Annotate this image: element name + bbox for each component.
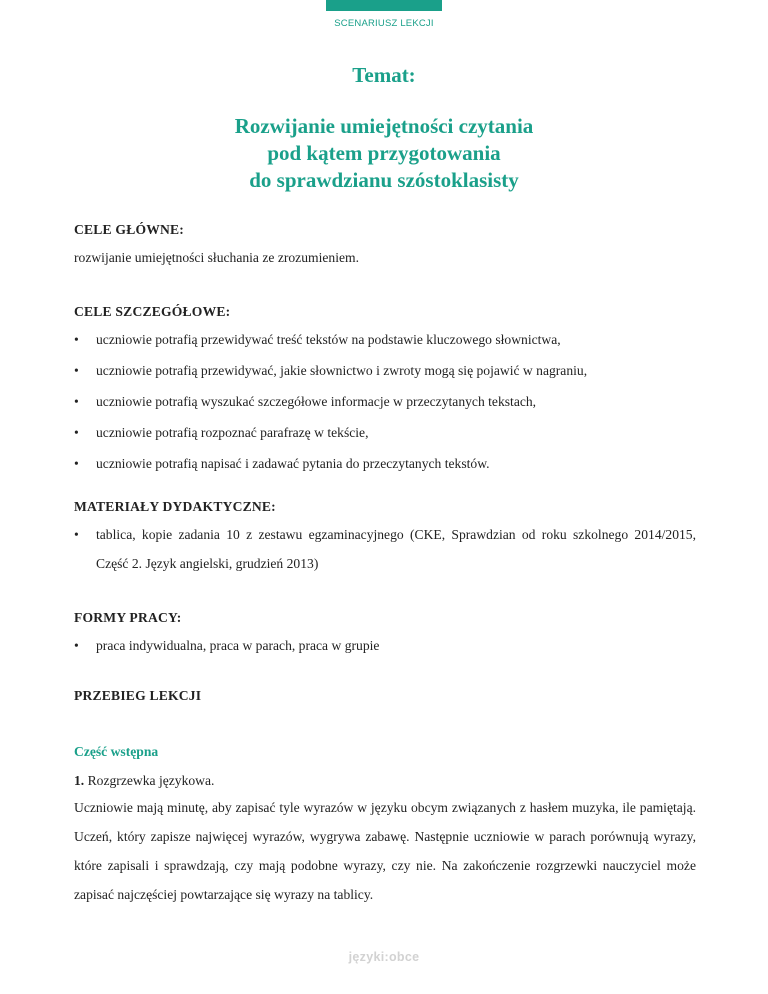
title-block <box>0 62 768 194</box>
topic-label: Temat: <box>352 63 416 87</box>
detailed-goals-heading: CELE SZCZEGÓŁOWE: <box>74 304 231 319</box>
list-item-text: tablica, kopie zadania 10 z zestawu egzaminacyjnego (CKE, Sprawdzian od roku szkolnego 2014/2015, Część 2. Język angielski, grudzień 2013) <box>96 527 696 571</box>
list-item <box>74 636 696 656</box>
lesson-title-line: Rozwijanie umiejętności czytania <box>234 114 534 138</box>
lesson-flow-section <box>74 686 696 909</box>
materials-section <box>74 497 696 578</box>
main-goals-text: rozwijanie umiejętności słuchania ze zrozumieniem. <box>74 250 359 265</box>
work-forms-heading: FORMY PRACY: <box>74 610 182 625</box>
lesson-title <box>0 113 768 194</box>
bullet-icon: • <box>74 425 79 440</box>
main-goals-section <box>74 220 696 268</box>
footer-logo: języki:obce <box>348 950 420 964</box>
lesson-title-line: pod kątem przygotowania <box>267 141 501 165</box>
work-forms-section <box>74 608 696 656</box>
materials-list <box>74 520 696 578</box>
lesson-flow-heading: PRZEBIEG LEKCJI <box>74 688 202 703</box>
list-item <box>74 392 696 412</box>
list-item-text: praca indywidualna, praca w parach, praca w grupie <box>96 638 380 653</box>
main-goals-heading: CELE GŁÓWNE: <box>74 222 185 237</box>
work-forms-list <box>74 636 696 656</box>
list-item <box>74 520 696 578</box>
bullet-icon: • <box>74 332 79 347</box>
bullet-icon: • <box>74 527 79 542</box>
detailed-goals-list <box>74 330 696 474</box>
step-number: 1. <box>74 773 85 788</box>
list-item <box>74 330 696 350</box>
step-description: Uczniowie mają minutę, aby zapisać tyle wyrazów w języku obcym związanych z hasłem muzyka, ile pamiętają. Uczeń, który zapisze najwięcej wyrazów, wygrywa zabawę. Następnie uczniowie w parach porównują wyrazy, które zapisali i sprawdzają, czy mają podobne wyrazy, czy nie. Na zakończenie rozgrzewki nauczyciel może zapisać najczęściej powtarzające się wyrazy na tablicy. <box>74 800 696 902</box>
document-body <box>74 220 696 909</box>
bullet-icon: • <box>74 638 79 653</box>
lesson-title-line: do sprawdzianu szóstoklasisty <box>249 168 519 192</box>
list-item <box>74 361 696 381</box>
bullet-icon: • <box>74 456 79 471</box>
step-title <box>74 771 696 791</box>
detailed-goals-section <box>74 302 696 474</box>
bullet-icon: • <box>74 394 79 409</box>
step-title-text: Rozgrzewka językowa. <box>87 773 215 788</box>
document-type-label: SCENARIUSZ LEKCJI <box>334 18 434 29</box>
list-item-text: uczniowie potrafią rozpoznać parafrazę w tekście, <box>96 425 369 440</box>
list-item <box>74 423 696 443</box>
list-item <box>74 454 696 474</box>
bullet-icon: • <box>74 363 79 378</box>
materials-heading: MATERIAŁY DYDAKTYCZNE: <box>74 499 276 514</box>
list-item-text: uczniowie potrafią wyszukać szczegółowe informacje w przeczytanych tekstach, <box>96 394 537 409</box>
list-item-text: uczniowie potrafią napisać i zadawać pytania do przeczytanych tekstów. <box>96 456 490 471</box>
intro-part-heading: Część wstępna <box>74 744 159 759</box>
list-item-text: uczniowie potrafią przewidywać treść tekstów na podstawie kluczowego słownictwa, <box>96 332 561 347</box>
list-item-text: uczniowie potrafią przewidywać, jakie słownictwo i zwroty mogą się pojawić w nagraniu, <box>96 363 588 378</box>
header-accent-bar <box>326 0 442 11</box>
